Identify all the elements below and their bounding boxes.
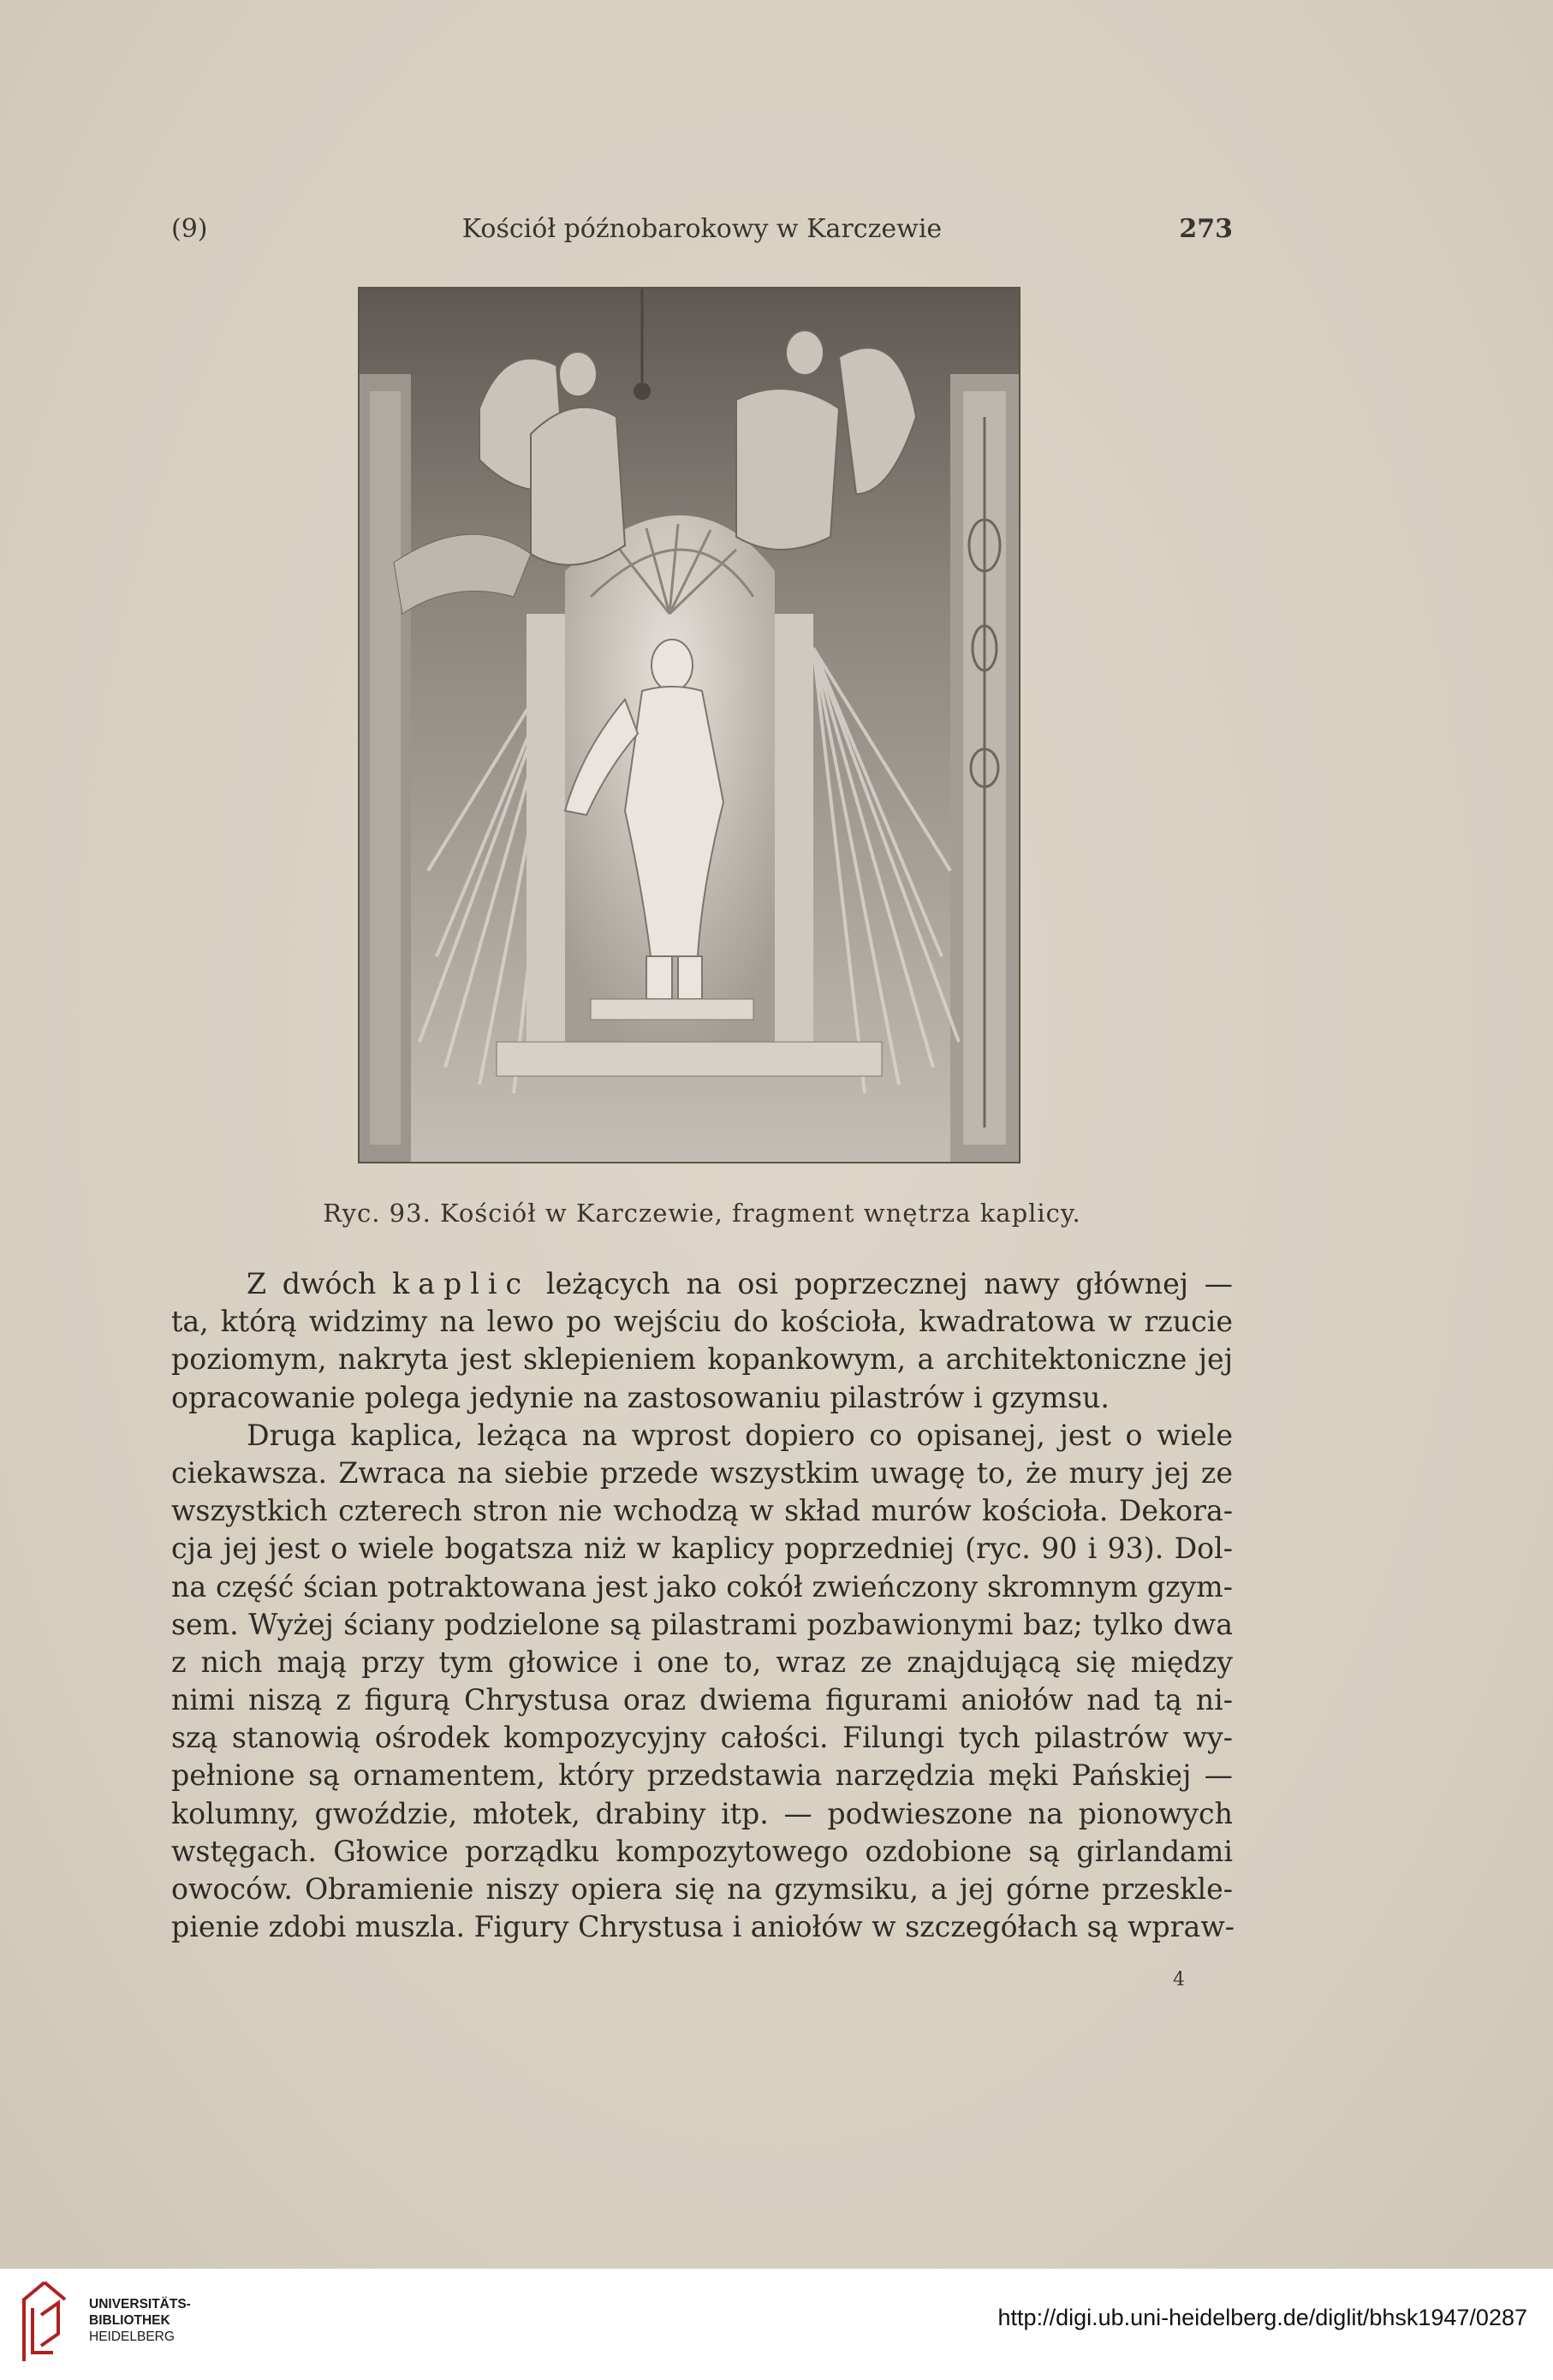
body-text: [171, 1265, 1233, 1946]
paragraph2-line: na część ścian potraktowana jest jako cokół zwieńczony skromnym gzym-: [171, 1569, 1233, 1604]
paragraph2-line: sem. Wyżej ściany podzielone są pilastrami pozbawionymi baz; tylko dwa: [171, 1607, 1233, 1641]
paragraph1-line1: [171, 1265, 1233, 1303]
library-name-line1: UNIVERSITÄTS-: [89, 2297, 191, 2312]
library-name-line2: BIBLIOTHEK: [89, 2313, 170, 2328]
library-logo-icon: [19, 2279, 70, 2365]
figure-caption: Ryc. 93. Kościół w Karczewie, fragment wnętrza kaplicy.: [323, 1199, 1081, 1228]
paragraph1-line2: ta, którą widzimy na lewo po wejściu do kościoła, kwadratowa w rzucie: [171, 1305, 1233, 1339]
text-run: leżących na osi poprzecznej nawy głównej —: [530, 1267, 1233, 1300]
digitization-footer: [0, 2269, 1553, 2380]
paragraph2-line: z nich mają przy tym głowice i one to, wraz ze znajdującą się między: [171, 1645, 1233, 1679]
paragraph2-line: pienie zdobi muszla. Figury Chrystusa i aniołów w szczegółach są wpraw-: [171, 1910, 1235, 1944]
paragraph2-line: wstęgach. Głowice porządku kompozytowego ozdobione są girlandami: [171, 1834, 1233, 1868]
running-title: Kościół późnobarokowy w Karczewie: [461, 214, 943, 244]
chapel-photograph: [358, 287, 1020, 1163]
paragraph1-line4: opracowanie polega jedynie na zastosowaniu pilastrów i gzymsu.: [171, 1380, 1110, 1414]
paragraph2-line: kolumny, gwoździe, młotek, drabiny itp. — podwieszone na pionowych: [171, 1796, 1233, 1830]
running-header: [171, 214, 1233, 252]
paragraph2-line: owoców. Obramienie niszy opiera się na gzymsiku, a jej górne przeskle-: [171, 1872, 1233, 1906]
paragraph2-line: cja jej jest o wiele bogatsza niż w kaplicy poprzedniej (ryc. 90 i 93). Dol-: [171, 1532, 1233, 1566]
text-run: Z dwóch: [247, 1267, 393, 1300]
paragraph2-line: Druga kaplica, leżąca na wprost dopiero co opisanej, jest o wiele: [247, 1418, 1233, 1452]
section-number: (9): [171, 214, 208, 244]
spaced-word: kaplic: [392, 1267, 531, 1300]
paragraph1-line3: poziomym, nakryta jest sklepieniem kopankowym, a architektoniczne jej: [171, 1342, 1233, 1377]
paragraph2-line: szą stanowią ośrodek kompozycyjny całości. Filungi tych pilastrów wy-: [171, 1721, 1233, 1755]
page-number: 273: [1179, 214, 1233, 244]
paragraph2-line: pełnione są ornamentem, który przedstawia narzędzia męki Pańskiej —: [171, 1758, 1233, 1793]
paragraph2-line: wszystkich czterech stron nie wchodzą w skład murów kościoła. Dekora-: [171, 1494, 1233, 1528]
paragraph2-line: nimi niszą z figurą Chrystusa oraz dwiema figurami aniołów nad tą ni-: [171, 1683, 1233, 1717]
signature-mark: 4: [1173, 1969, 1185, 1990]
paragraph2-line: ciekawsza. Zwraca na siebie przede wszystkim uwagę to, że mury jej ze: [171, 1455, 1233, 1490]
source-url-link[interactable]: http://digi.ub.uni-heidelberg.de/diglit/bhsk1947/0287: [997, 2305, 1527, 2330]
library-name: [89, 2296, 191, 2345]
library-name-line3: HEIDELBERG: [89, 2329, 175, 2344]
chapel-relief-illustration: [360, 289, 1019, 1162]
